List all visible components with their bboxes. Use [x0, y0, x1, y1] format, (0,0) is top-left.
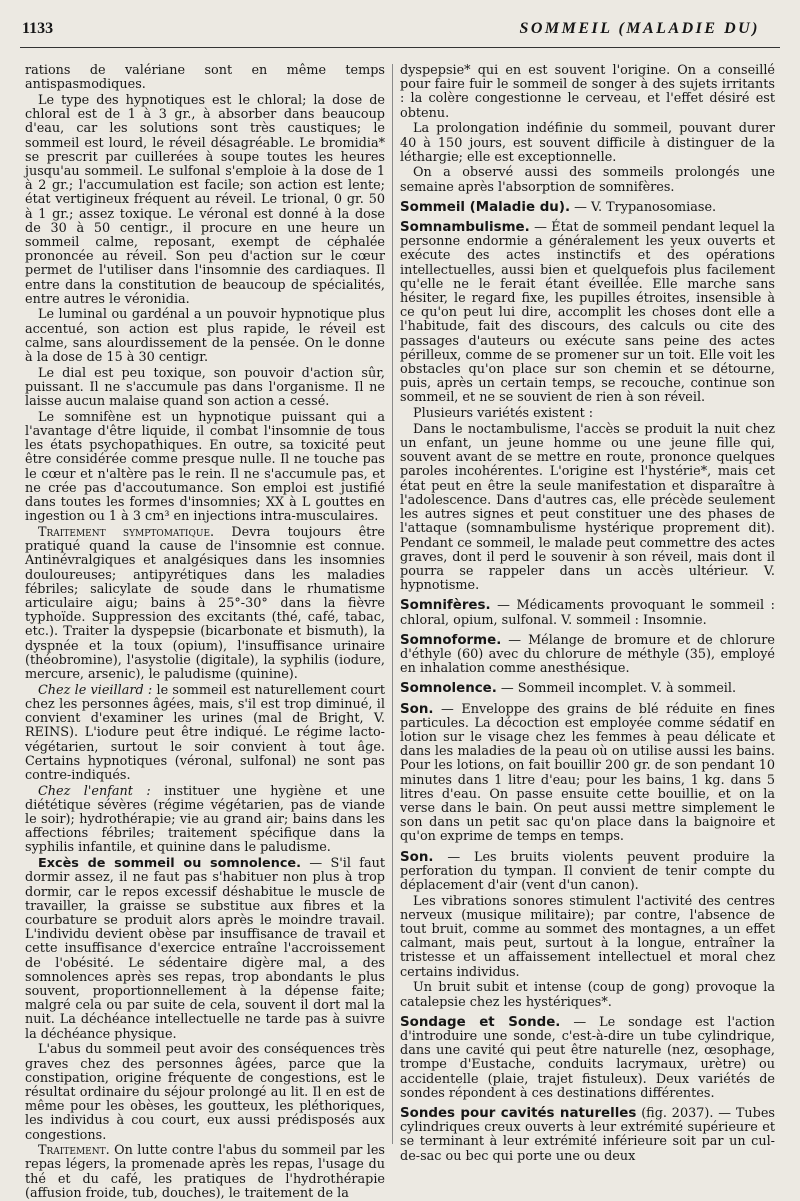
- entry-text: (fig. 2037). — Tubes cylindriques creux ouverts à leur extrémité supérieure et se terminant à leur extrémité inférieure soit par un cul-de-sac ou bec qui porte une ou deux: [400, 1106, 775, 1164]
- entry-title: Son.: [400, 701, 434, 717]
- dictionary-entry: [400, 201, 775, 215]
- paragraph: On a observé aussi des sommeils prolongés une semaine après l'absorption de somnifères.: [400, 165, 775, 195]
- paragraph-body: Devra toujours être pratiqué quand la cause de l'insomnie est connue. Antinévralgiques et analgésiques dans les insomnies douloureuses; antipyrétiques dans les maladies fébriles; salicylate de soude dans le rhumatisme articulaire aigu; bains à 25°-30° dans la fièvre typhoïde. Suppression des excitants (thé, café, tabac, etc.). Traiter la dyspepsie (bicarbonate et bismuth), la dyspnée et la toux (opium), l'insuffisance urinaire (théobromine), l'asystolie (digitale), la syphilis (iodure, mercure, arsenic), le paludisme (quinine).: [25, 525, 385, 683]
- paragraph-lead: Chez l'enfant :: [38, 783, 151, 799]
- paragraph: Le type des hypnotiques est le chloral; la dose de chloral est de 1 à 3 gr., à absorber dans beaucoup d'eau, car les solutions sont très caustiques; le sommeil est lourd, le réveil désagréable. Le bromidia* se prescrit par cuillerées à soupe toutes les heures jusqu'au sommeil. Le sulfonal s'emploie à la dose de 1 à 2 gr.; l'accumulation est facile; son action est lente; état vertigineux fréquent au réveil. Le trional, 0 gr. 50 à 1 gr.; assez toxique. Le véronal est donné à la dose de 30 à 50 centigr., il procure en une heure un sommeil calme, reposant, exempt de céphalée prononcée au réveil. Son peu d'action sur le cœur permet de l'utiliser dans l'insomnie des cardiaques. Il entre dans la constitution de beaucoup de spécialités, entre autres le véronidia.: [25, 92, 385, 307]
- running-head: SOMMEIL (MALADIE DU): [519, 20, 760, 37]
- paragraph-body: On lutte contre l'abus du sommeil par les repas légers, la promenade après les repas, l'usage du thé et du café, les pratiques de l'hydrothérapie (affusion froide, tub, douches), le traitement de la: [25, 1143, 385, 1201]
- paragraph-body: instituer une hygiène et une diététique sévères (régime végétarien, pas de viande le soir); hydrothérapie; vie au grand air; bains dans les affections fébriles; traitement spécifique dans la syphilis infantile, et quinine dans le paludisme.: [25, 783, 385, 856]
- entry-text: — Mélange de bromure et de chlorure d'éthyle (60) avec du chlorure de méthyle (35), employé en inhalation comme anesthésique.: [400, 632, 775, 677]
- entry-title: Somnoforme.: [400, 632, 502, 648]
- entry-title: Somnambulisme.: [400, 220, 530, 236]
- entry-text: — État de sommeil pendant lequel la personne endormie a généralement les yeux ouverts et exécute des actes instinctifs et des opérations intellectuelles, aussi bien et quelquefois plus facilement qu'elle ne le ferait étant éveillée. Elle marche sans hésiter, le regard fixe, les pupilles étroites, insensible à ce qu'on peut lui dire, accomplit les choses dont elle a l'habitude, fait des discours, des calculs ou cite des passages d'auteurs ou exécute sans peine des actes périlleux, comme de se promener sur un toit. Elle voit les obstacles qu'on place sur son chemin et se détourne, puis, après un certain temps, se recouche, continue son sommeil, et ne se souvient de rien à son réveil.: [400, 220, 775, 406]
- entry-title: Somnolence.: [400, 681, 497, 697]
- dictionary-entry: [400, 703, 775, 845]
- page-number: 1133: [22, 20, 54, 37]
- entry-text: — Le sondage est l'action d'introduire une sonde, c'est-à-dire un tube cylindrique, dans une cavité qui peut être naturelle (nez, œsophage, trompe d'Eustache, conduits lacrymaux, urètre) ou accidentelle (plaie, trajet fistuleux). Deux variétés de sondes répondent à ces destinations différentes.: [400, 1014, 775, 1101]
- dictionary-entry: [400, 1016, 775, 1101]
- paragraph: dyspepsie* qui en est souvent l'origine. On a conseillé pour faire fuir le sommeil de songer à des sujets irritants : la colère congestionne le cerveau, et l'effet désiré est obtenu.: [400, 63, 775, 121]
- left-column: [25, 63, 385, 1201]
- paragraph: [25, 857, 385, 1042]
- entry-text: — Sommeil incomplet. V. à sommeil.: [500, 681, 737, 697]
- paragraph-lead: Traitement symptomatique.: [38, 525, 215, 540]
- paragraph: La prolongation indéfinie du sommeil, pouvant durer 40 à 150 jours, est souvent difficile à distinguer de la léthargie; elle est exceptionnelle.: [400, 121, 775, 165]
- paragraph-body: le sommeil est naturellement court chez les personnes âgées, mais, s'il est trop diminué, il convient d'examiner les urines (mal de Bright, V. REINS). L'iodure peut être indiqué. Le régime lacto-végétarien, surtout le soir convient à tout âge. Certains hypnotiques (véronal, sulfonal) ne sont pas contre-indiqués.: [25, 682, 385, 783]
- paragraph: [25, 684, 385, 783]
- entry-title: Sondes pour cavités naturelles: [400, 1106, 637, 1122]
- entry-title: Sommeil (Maladie du).: [400, 199, 571, 215]
- dictionary-entry: [400, 221, 775, 406]
- paragraph: Dans le noctambulisme, l'accès se produit la nuit chez un enfant, un jeune homme ou une jeune fille qui, souvent avant de se mettre en route, prononce quelques paroles incohérentes. L'origine est l'hystérie*, mais cet état peut en être la seule manifestation et disparaître à l'adolescence. Dans d'autres cas, elle précède seulement les autres signes et peut constituer une des phases de l'attaque (somnambulisme hystérique proprement dit). Pendant ce sommeil, le malade peut commettre des actes graves, dont il perd le souvenir à son réveil, mais dont il pourra se rappeler dans un accès ultérieur. V. hypnotisme.: [400, 421, 775, 594]
- paragraph: Un bruit subit et intense (coup de gong) provoque la catalepsie chez les hystériques*.: [400, 980, 775, 1010]
- entry-text: — Les bruits violents peuvent produire la perforation du tympan. Il convient de tenir compte du déplacement d'air (vent d'un canon).: [400, 849, 775, 893]
- dictionary-entry: [400, 851, 775, 894]
- entry-title: Somnifères.: [400, 598, 491, 614]
- header-rule: [20, 47, 780, 48]
- right-column: [400, 63, 775, 1164]
- paragraph: Le dial est peu toxique, son pouvoir d'action sûr, puissant. Il ne s'accumule pas dans l'organisme. Il ne laisse aucun malaise quand son action a cessé.: [25, 365, 385, 410]
- paragraph: Les vibrations sonores stimulent l'activité des centres nerveux (musique militaire); par contre, l'absence de tout bruit, comme au sommet des montagnes, a un effet calmant, mais peut, surtout à la longue, entraîner la tristesse et un affaissement intellectuel et moral chez certains individus.: [400, 893, 775, 980]
- dictionary-entry: [400, 599, 775, 627]
- entry-title: Son.: [400, 849, 434, 865]
- paragraph: Le somnifène est un hypnotique puissant qui a l'avantage d'être liquide, il combat l'insomnie de tous les états psychopathiques. En outre, sa toxicité peut être considérée comme presque nulle. Il ne touche pas le cœur et n'altère pas le rein. Il ne s'accumule pas, et ne crée pas d'accoutumance. Son emploi est justifié dans toutes les formes d'insomnies; XX à L gouttes en ingestion ou 1 à 3 cm³ en injections intra-musculaires.: [25, 409, 385, 525]
- paragraph: [25, 526, 385, 682]
- paragraph-body: — S'il faut dormir assez, il ne faut pas s'habituer non plus à trop dormir, car le repos excessif déshabitue le muscle de travailler, la graisse se substitue aux fibres et la courbature se produit alors après le moindre travail. L'individu devient obèse par insuffisance de travail et cette insuffisance d'exercice entraîne l'accroissement de l'obésité. Le sédentaire digère mal, a des somnolences après ses repas, trop abondants le plus souvent, proportionnellement à la dépense faite; malgré cela ou par suite de cela, souvent il dort mal la nuit. La déchéance intellectuelle ne tarde pas à suivre la déchéance physique.: [25, 856, 385, 1042]
- paragraph: Le luminal ou gardénal a un pouvoir hypnotique plus accentué, son action est plus rapide, le réveil est calme, sans alourdissement de la pensée. On le donne à la dose de 15 à 30 centigr.: [25, 307, 385, 366]
- paragraph: Plusieurs variétés existent :: [413, 406, 594, 422]
- subsection-title: Excès de sommeil ou somnolence.: [38, 856, 301, 872]
- entry-title: Sondage et Sonde.: [400, 1014, 561, 1030]
- entry-text: — Enveloppe des grains de blé réduite en fines particules. La décoction est employée comme sédatif en lotion sur le visage chez les femmes à peau délicate et dans les maladies de la peau où on utilise aussi les bains. Pour les lotions, on fait bouillir 200 gr. de son pendant 10 minutes dans 1 litre d'eau; pour les bains, 1 kg. dans 5 litres d'eau. On passe ensuite cette bouillie, et on la verse dans le bain. On peut aussi mettre simplement le son dans un petit sac qu'on place dans la baignoire et qu'on exprime de temps en temps.: [400, 701, 775, 845]
- dictionary-entry: [400, 1107, 775, 1164]
- paragraph: [25, 1144, 385, 1201]
- entry-text: — Médicaments provoquant le sommeil : chloral, opium, sulfonal. V. sommeil : Insomnie.: [400, 598, 775, 628]
- paragraph-lead: Chez le vieillard :: [38, 682, 153, 698]
- paragraph: L'abus du sommeil peut avoir des conséquences très graves chez des personnes âgées, parce que la constipation, origine fréquente de congestions, est le résultat ordinaire du séjour prolongé au lit. Il en est de même pour les obèses, les goutteux, les pléthoriques, les individus à cou court, eux aussi prédisposés aux congestions.: [25, 1042, 385, 1143]
- dictionary-entry: [400, 634, 775, 677]
- paragraph: rations de valériane sont en même temps antispasmodiques.: [25, 63, 385, 93]
- paragraph-lead: Traitement.: [38, 1143, 110, 1159]
- column-divider: [392, 64, 393, 1144]
- entry-text: — V. Trypanosomiase.: [574, 199, 717, 215]
- dictionary-entry: [400, 682, 775, 696]
- paragraph: [25, 785, 385, 856]
